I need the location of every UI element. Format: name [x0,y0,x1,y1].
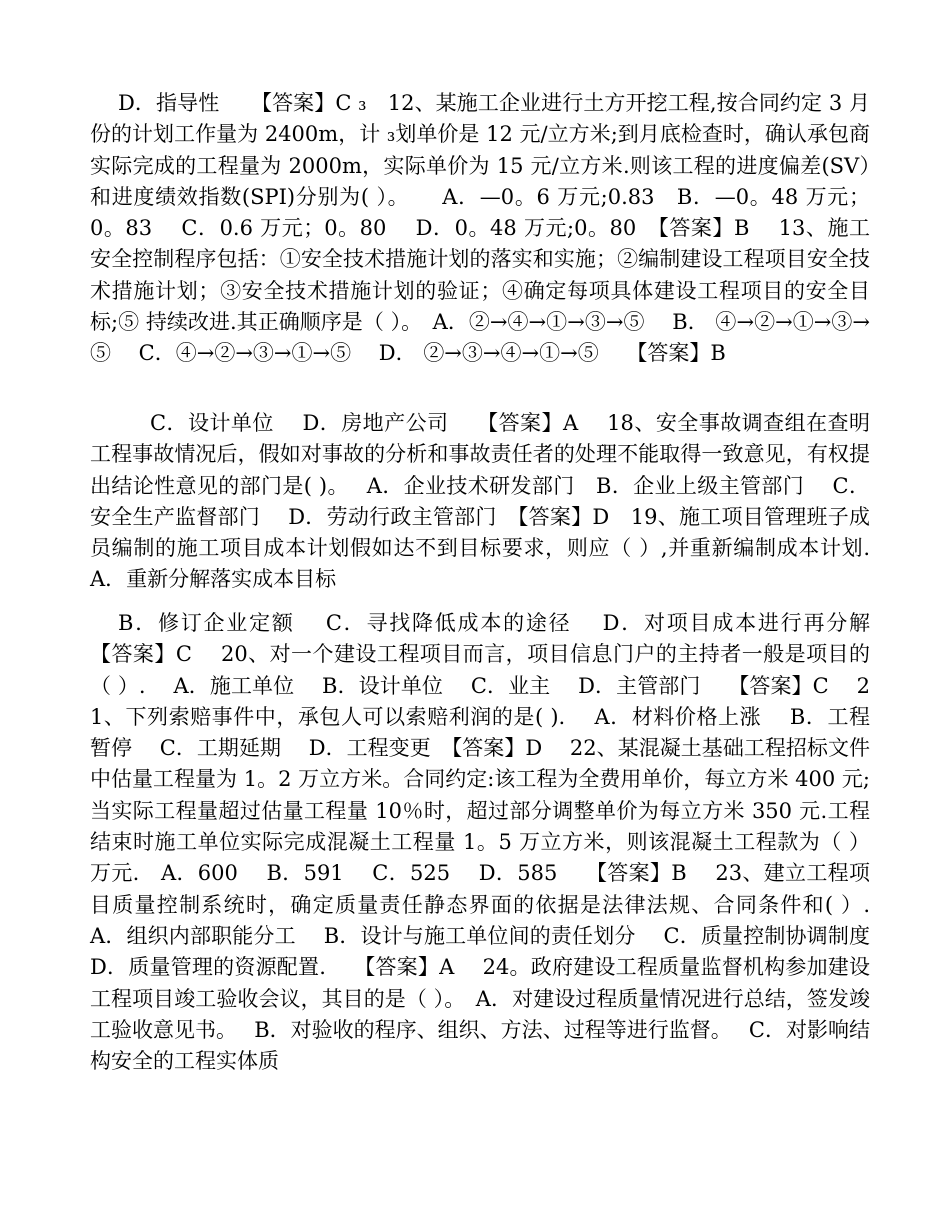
paragraph-questions-20-24: B．修订企业定额 C．寻找降低成本的途径 D．对项目成本进行再分解 【答案】C 20、对一个建设工程项目而言，项目信息门户的主持者一般是项目的（ ）. A．施工单位 B．设计单位 C．业主 D．主管部门 【答案】C 21、下列索赔事件中，承包人可以索赔利润的是( ). A．材料价格上涨 B．工程暂停 C．工期延期 D．工程变更 【答案】D 22、某混凝土基础工程招标文件中估量工程量为 1。2 万立方米。合同约定:该工程为全费用单价，每立方米 400 元;当实际工程量超过估量工程量 10％时，超过部分调整单价为每立方米 350 元.工程结束时施工单位实际完成混凝土工程量 1。5 万立方米，则该混凝土工程款为（ ）万元. A．600 B．591 C．525 D．585 【答案】B 23、建立工程项目质量控制系统时，确定质量责任静态界面的依据是法律法规、合同条件和( ）. A．组织内部职能分工 B．设计与施工单位间的责任划分 C．质量控制协调制度 D．质量管理的资源配置. 【答案】A 24。政府建设工程质量监督机构参加建设工程项目竣工验收会议，其目的是（ ）。 A．对建设过程质量情况进行总结，签发竣工验收意见书。 B．对验收的程序、组织、方法、过程等进行监督。 C．对影响结构安全的工程实体质 [90,611,898,1074]
paragraph-questions-18-19: C．设计单位 D．房地产公司 【答案】A 18、安全事故调查组在查明工程事故情况后，假如对事故的分析和事故责任者的处理不能取得一致意见，有权提出结论性意见的部门是( )。 A．企业技术研发部门 B．企业上级主管部门 C．安全生产监督部门 D．劳动行政主管部门 【答案】D 19、施工项目管理班子成员编制的施工项目成本计划假如达不到目标要求，则应（ ）,并重新编制成本计划. A．重新分解落实成本目标 [90,411,898,592]
paragraph-questions-12-13: D．指导性 【答案】C ₃ 12、某施工企业进行土方开挖工程,按合同约定 3 月份的计划工作量为 2400m，计 ₃划单价是 12 元∕立方米;到月底检查时，确认承包商实际完成的工程量为 2000m，实际单价为 15 元∕立方米.则该工程的进度偏差(SV）和进度绩效指数(SPI)分别为( ）。 A．—0。6 万元;0.83 B．—0。48 万元；0。83 C．0.6 万元；0。80 D．0。48 万元;0。80 【答案】B 13、施工安全控制程序包括：①安全技术措施计划的落实和实施；②编制建设工程项目安全技术措施计划；③安全技术措施计划的验证；④确定每项具体建设工程项目的安全目标;⑤ 持续改进.其正确顺序是（ ）。 A．②→④→①→③→⑤ B． ④→②→①→③→⑤ C．④→②→③→①→⑤ D． ②→③→④→①→⑤ 【答案】B [90,91,870,366]
